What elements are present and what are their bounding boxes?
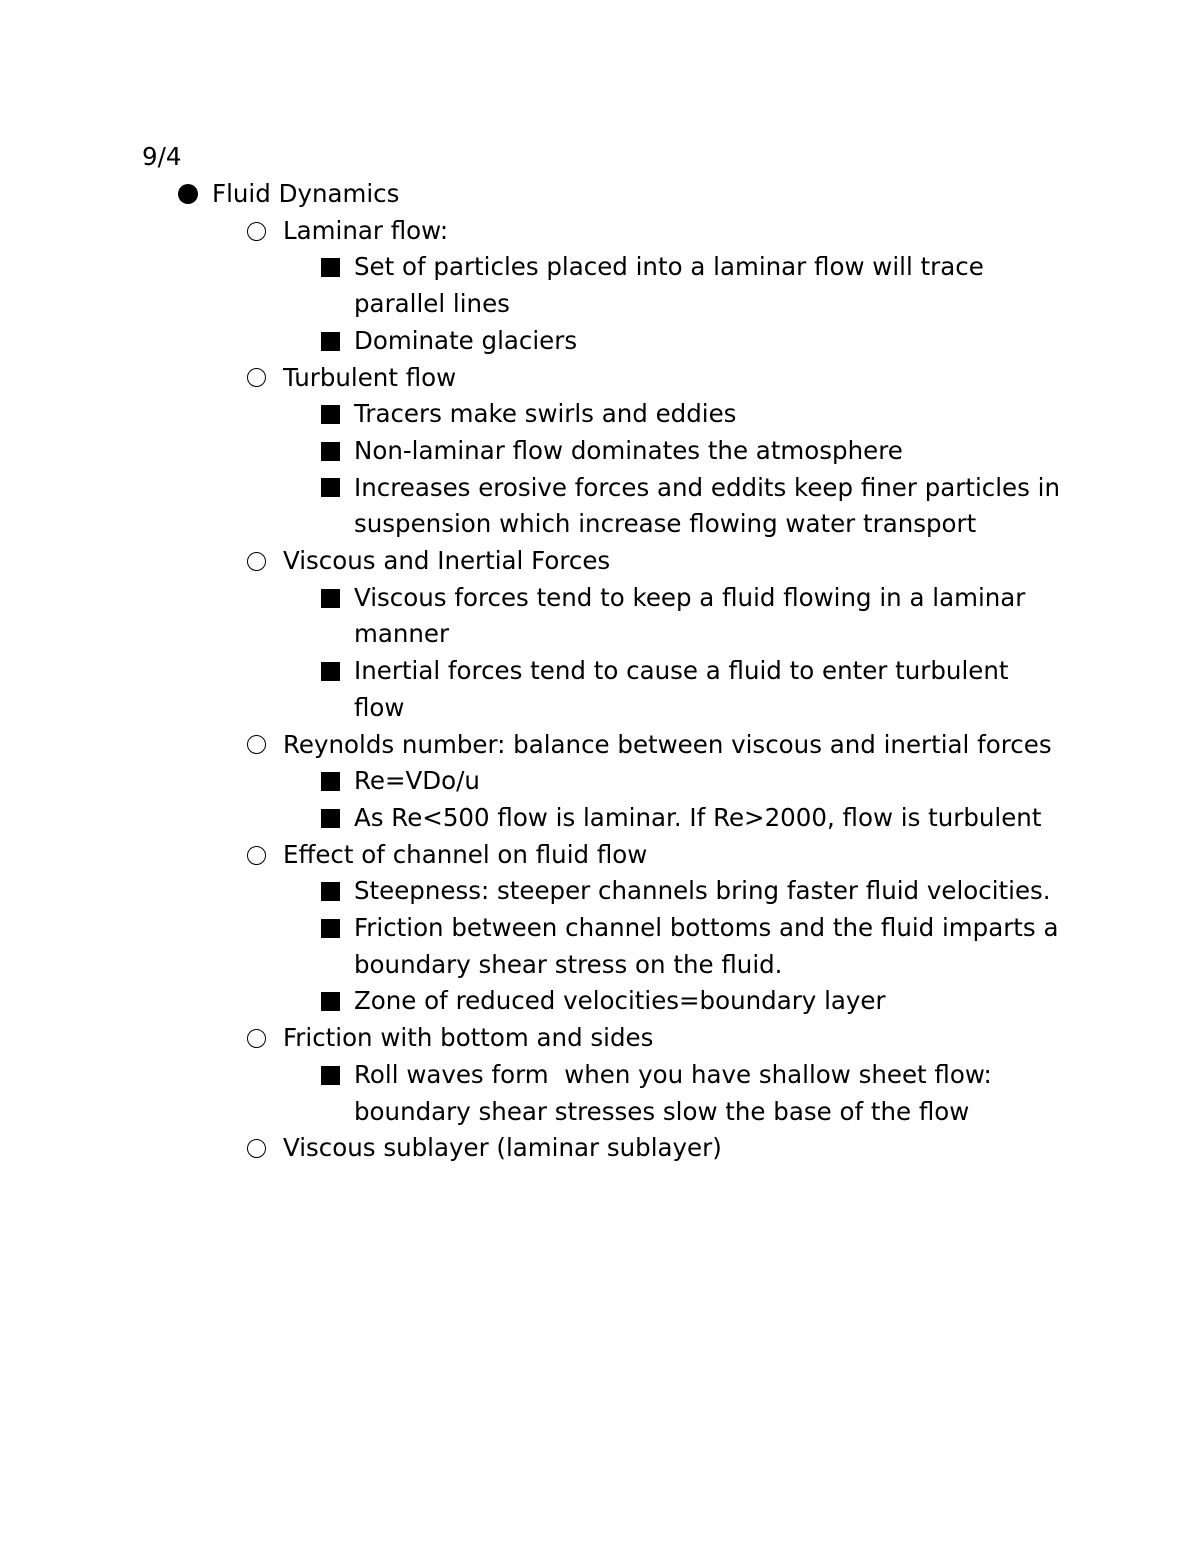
square-bullet-icon xyxy=(321,873,340,910)
square-bullet-icon xyxy=(321,910,340,947)
open-circle-bullet-icon xyxy=(247,360,266,397)
square-bullet-icon xyxy=(321,983,340,1020)
note-date: 9/4 xyxy=(142,142,182,171)
section-item xyxy=(0,213,1200,250)
section-item xyxy=(0,360,1200,397)
section-title: Reynolds number: balance between viscous and inertial forces xyxy=(283,729,1052,759)
point-item xyxy=(0,800,1066,837)
section-title: Effect of channel on fluid flow xyxy=(283,839,648,869)
point-item xyxy=(0,249,1066,322)
point-text: Inertial forces tend to cause a fluid to enter turbulent flow xyxy=(354,656,1009,722)
point-text: Steepness: steeper channels bring faster fluid velocities. xyxy=(354,876,1051,906)
topic-title: Fluid Dynamics xyxy=(212,179,400,208)
point-item xyxy=(0,396,1066,433)
point-item xyxy=(0,323,1066,360)
point-item xyxy=(0,580,1066,653)
square-bullet-icon xyxy=(321,323,340,360)
section-title: Viscous and Inertial Forces xyxy=(283,546,611,576)
open-circle-bullet-icon xyxy=(247,1020,266,1057)
point-text: Non-laminar flow dominates the atmosphere xyxy=(354,435,903,465)
point-text: Roll waves form when you have shallow sheet flow: boundary shear stresses slow the base of the flow xyxy=(354,1059,1000,1126)
open-circle-bullet-icon xyxy=(247,1130,266,1167)
point-item xyxy=(0,470,1066,543)
outline xyxy=(0,176,1200,1167)
open-circle-bullet-icon xyxy=(247,727,266,764)
topic-item xyxy=(0,176,1200,213)
section-title: Viscous sublayer (laminar sublayer) xyxy=(283,1133,722,1163)
square-bullet-icon xyxy=(321,800,340,837)
filled-circle-bullet-icon xyxy=(178,176,198,213)
point-text: Viscous forces tend to keep a fluid flowing in a laminar manner xyxy=(354,582,1026,649)
section-item xyxy=(0,543,1200,580)
point-text: Tracers make swirls and eddies xyxy=(354,399,737,429)
point-item xyxy=(0,983,1066,1020)
point-item xyxy=(0,1057,1066,1130)
section-item xyxy=(0,1020,1200,1057)
section-title: Laminar flow: xyxy=(283,215,449,245)
square-bullet-icon xyxy=(321,763,340,800)
section-title: Friction with bottom and sides xyxy=(283,1023,654,1053)
point-text: Zone of reduced velocities=boundary layer xyxy=(354,986,886,1016)
square-bullet-icon xyxy=(321,653,340,690)
open-circle-bullet-icon xyxy=(247,543,266,580)
point-item xyxy=(0,433,1066,470)
point-text: Set of particles placed into a laminar flow will trace parallel lines xyxy=(354,252,984,319)
open-circle-bullet-icon xyxy=(247,837,266,874)
section-item xyxy=(0,837,1200,874)
point-text: Re=VDo/u xyxy=(354,766,480,796)
section-item xyxy=(0,1130,1200,1167)
square-bullet-icon xyxy=(321,396,340,433)
point-text: Increases erosive forces and eddits keep finer particles in suspension which increase flowing water transport xyxy=(354,472,1061,539)
square-bullet-icon xyxy=(321,580,340,617)
point-text: Friction between channel bottoms and the fluid imparts a boundary shear stress on the fluid. xyxy=(354,913,1059,979)
point-item xyxy=(0,910,1066,983)
square-bullet-icon xyxy=(321,470,340,507)
point-text: As Re<500 flow is laminar. If Re>2000, flow is turbulent xyxy=(354,802,1042,832)
square-bullet-icon xyxy=(321,433,340,470)
point-text: Dominate glaciers xyxy=(354,325,578,355)
square-bullet-icon xyxy=(321,1057,340,1094)
point-item xyxy=(0,763,1066,800)
open-circle-bullet-icon xyxy=(247,213,266,250)
point-item xyxy=(0,653,1066,726)
square-bullet-icon xyxy=(321,249,340,286)
section-item xyxy=(0,727,1073,764)
section-title: Turbulent flow xyxy=(283,362,457,392)
point-item xyxy=(0,873,1066,910)
